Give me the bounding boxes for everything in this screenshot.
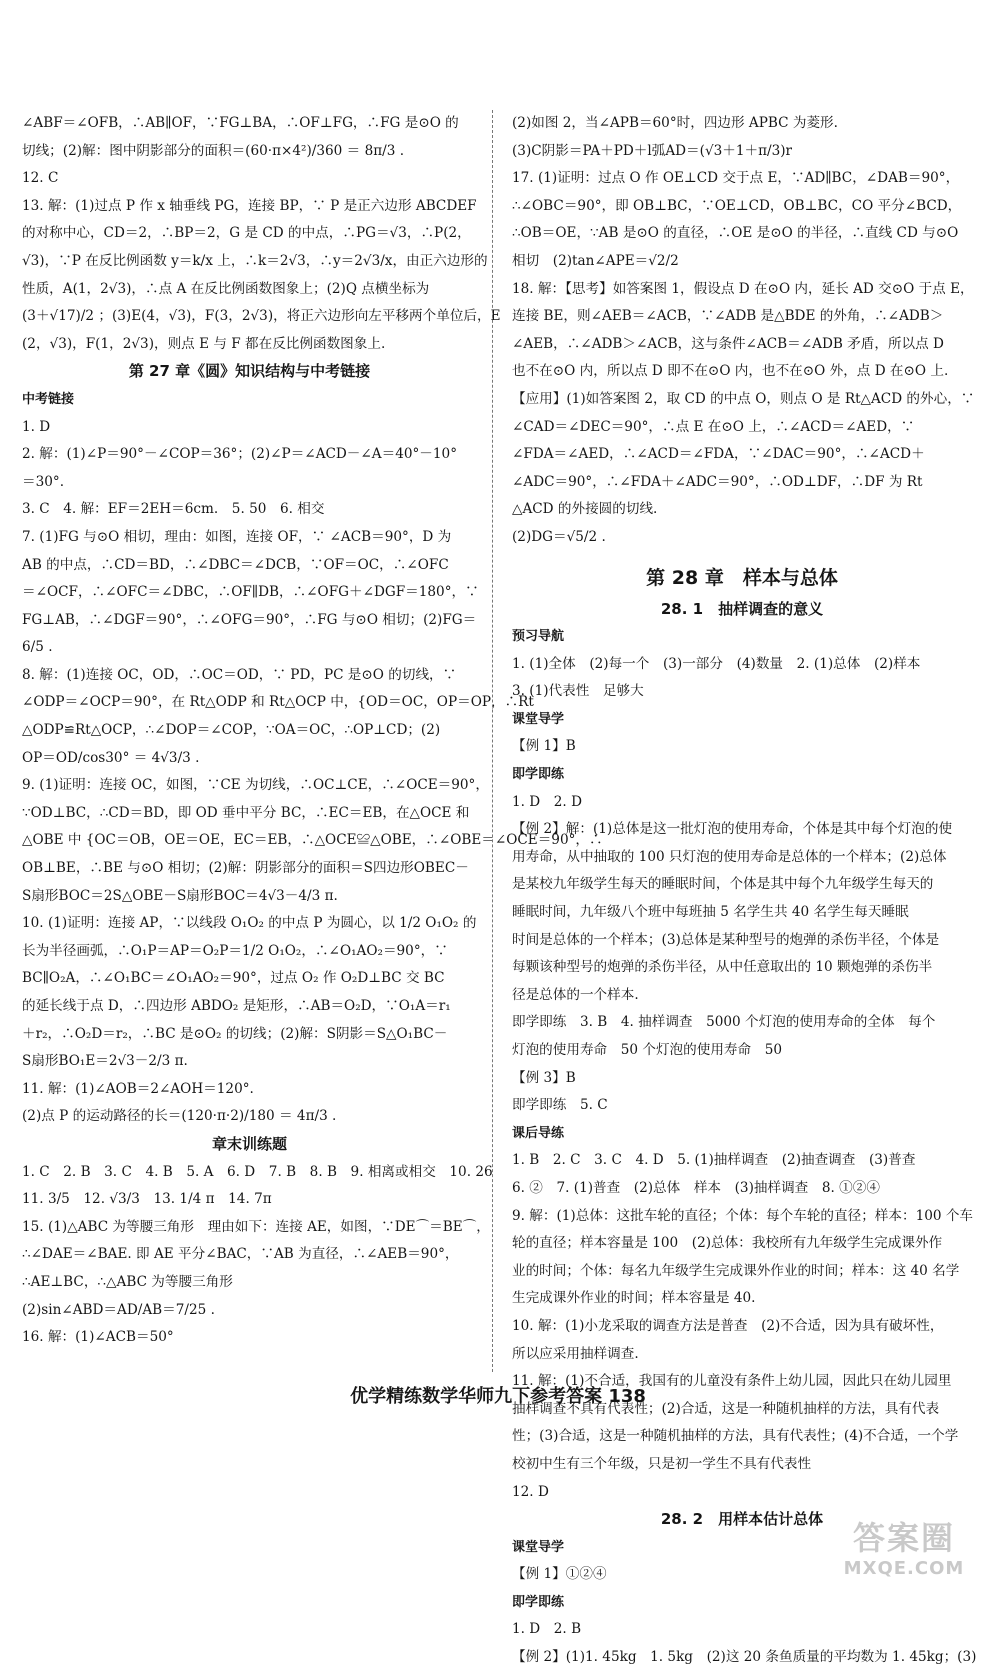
- text-line: 抽样调查不具有代表性；(2)合适，这是一种随机抽样的方法，具有代表: [512, 1400, 940, 1417]
- text-line: 径是总体的一个样本.: [512, 986, 639, 1003]
- text-line: 10. (1)证明：连接 AP，∵以线段 O₁O₂ 的中点 P 为圆心，以 1/2 O₁O₂ 的: [22, 915, 477, 932]
- text-line: 6. ② 7. (1)普查 (2)总体 样本 (3)抽样调查 8. ①②④: [512, 1179, 880, 1196]
- text-line: (3)C阴影＝PA＋PD＋l弧AD＝(√3＋1＋π/3)r: [512, 142, 793, 159]
- text-line: 2. 解：(1)∠P＝90°－∠COP＝36°；(2)∠P＝∠ACD－∠A＝40°－10°: [22, 446, 457, 463]
- text-line: 1. D 2. B: [512, 1621, 582, 1638]
- text-line: ＝30°.: [22, 473, 65, 490]
- subsection-label: 即学即练: [512, 1594, 565, 1610]
- text-line: FG⊥AB，∴∠DGF＝90°，∴∠OFG＝90°，∴FG 与⊙O 相切；(2)FG＝: [22, 611, 477, 628]
- text-line: 也不在⊙O 内，所以点 D 即不在⊙O 内，也不在⊙O 外，点 D 在⊙O 上.: [512, 363, 949, 380]
- text-line: 性；(3)合适，这是一种随机抽样的方法，具有代表性；(4)不合适，一个学: [512, 1428, 959, 1445]
- text-line: 3. (1)代表性 足够大: [512, 683, 644, 700]
- text-line: 用寿命，从中抽取的 100 只灯泡的使用寿命是总体的一个样本；(2)总体: [512, 848, 947, 865]
- text-line: 13. 解：(1)过点 P 作 x 轴垂线 PG，连接 BP，∵ P 是正六边形 ABCDEF: [22, 197, 477, 214]
- section-heading: 28. 1 抽样调查的意义: [660, 599, 824, 618]
- text-line: 性质，A(1，2√3)，∴点 A 在反比例函数图象上；(2)Q 点横坐标为: [22, 280, 430, 297]
- text-line: 生完成课外作业的时间；样本容量是 40.: [512, 1290, 756, 1307]
- text-line: (2，√3)，F(1，2√3)，则点 E 与 F 都在反比例函数图象上.: [22, 335, 386, 352]
- column-divider: [492, 110, 493, 1372]
- text-line: (2)如图 2，当∠APB＝60°时，四边形 APBC 为菱形.: [512, 115, 838, 131]
- subsection-label: 即学即练: [512, 767, 565, 783]
- text-line: 时间是总体的一个样本；(3)总体是某种型号的炮弹的杀伤半径，个体是: [512, 931, 940, 948]
- section-heading: 章末训练题: [211, 1134, 287, 1153]
- text-line: 的延长线于点 D，∴四边形 ABDO₂ 是矩形，∴AB＝O₂D，∵O₁A＝r₁: [22, 998, 451, 1014]
- section-heading: 28. 2 用样本估计总体: [660, 1510, 824, 1529]
- text-line: 【例 1】B: [512, 738, 576, 755]
- text-line: ∴∠OBC＝90°，即 OB⊥BC，∵OE⊥CD，OB⊥BC，CO 平分∠BCD，: [512, 197, 962, 214]
- text-line: 9. 解：(1)总体：这批车轮的直径；个体：每个车轮的直径；样本：100 个车: [512, 1207, 974, 1224]
- text-line: 17. (1)证明：过点 O 作 OE⊥CD 交于点 E，∵AD∥BC，∠DAB＝90°，: [512, 170, 960, 187]
- text-line: 的对称中心，CD＝2，∴BP＝2，G 是 CD 的中点，∴PG＝√3，∴P(2，: [22, 225, 471, 242]
- watermark-url: MXQE.COM: [843, 1558, 965, 1579]
- text-line: 所以应采用抽样调查.: [512, 1345, 639, 1362]
- text-line: 6/5 .: [22, 639, 53, 656]
- right-column: [512, 110, 977, 1672]
- text-line: 切线；(2)解：图中阴影部分的面积＝(60·π×4²)/360 ＝ 8π/3 .: [22, 142, 405, 159]
- subsection-label: 中考链接: [22, 391, 75, 407]
- subsection-label: 课堂导学: [512, 711, 565, 727]
- text-line: √3)，∵P 在反比例函数 y＝k/x 上，∴k＝2√3，∴y＝2√3/x，由正六边形的: [22, 252, 488, 269]
- text-line: 是某校九年级学生每天的睡眠时间，个体是其中每个九年级学生每天的: [512, 876, 934, 893]
- text-line: 11. 3/5 12. √3/3 13. 1/4 π 14. 7π: [22, 1191, 272, 1208]
- text-line: 1. B 2. C 3. C 4. D 5. (1)抽样调查 (2)抽查调查 (3)普查: [512, 1152, 916, 1169]
- subsection-label: 课堂导学: [512, 1539, 565, 1555]
- text-line: 15. (1)△ABC 为等腰三角形 理由如下：连接 AE，如图，∵DE⌒＝BE⌒，: [22, 1218, 490, 1235]
- text-line: △OBE 中 {OC＝OB，OE＝OE，EC＝EB，∴△OCE≌△OBE，∴∠OBE＝∠OCE＝90°，∴: [22, 832, 603, 849]
- text-line: 1. D 2. D: [512, 793, 582, 810]
- text-line: (2)点 P 的运动路径的长＝(120·π·2)/180 ＝ 4π/3 .: [22, 1108, 337, 1125]
- text-line: 即学即练 3. B 4. 抽样调查 5000 个灯泡的使用寿命的全体 每个: [512, 1014, 936, 1031]
- text-line: 12. D: [512, 1483, 549, 1500]
- text-line: 每颗该种型号的炮弹的杀伤半径，从中任意取出的 10 颗炮弹的杀伤半: [512, 959, 933, 976]
- text-line: 轮的直径；样本容量是 100 (2)总体：我校所有九年级学生完成课外作: [512, 1235, 943, 1252]
- text-line: 11. 解：(1)∠AOB＝2∠AOH＝120°.: [22, 1080, 254, 1097]
- text-line: 【例 1】①②④: [512, 1566, 607, 1583]
- text-line: AB 的中点，∴CD＝BD，∴∠DBC＝∠DCB，∵OF＝OC，∴∠OFC: [22, 556, 449, 573]
- text-line: 18. 解：【思考】如答案图 1，假设点 D 在⊙O 内，延长 AD 交⊙O 于点 E，: [512, 280, 974, 297]
- text-line: 10. 解：(1)小龙采取的调查方法是普查 (2)不合适，因为具有破坏性，: [512, 1317, 944, 1334]
- text-line: 灯泡的使用寿命 50 个灯泡的使用寿命 50: [512, 1042, 783, 1058]
- text-line: ＋r₂，∴O₂D＝r₂，∴BC 是⊙O₂ 的切线；(2)解：S阴影＝S△O₁BC－: [22, 1025, 448, 1042]
- text-line: 【应用】(1)如答案图 2，取 CD 的中点 O，则点 O 是 Rt△ACD 的外心，∵: [512, 390, 975, 407]
- text-line: (2)sin∠ABD＝AD/AB＝7/25 .: [22, 1301, 215, 1318]
- text-line: ∴∠DAE＝∠BAE. 即 AE 平分∠BAC，∵AB 为直径，∴∠AEB＝90°，: [22, 1246, 459, 1263]
- text-line: S扇形BO₁E＝2√3－2/3 π.: [22, 1053, 188, 1070]
- text-line: 16. 解：(1)∠ACB＝50°: [22, 1329, 174, 1346]
- text-line: ∠ADC＝90°，∴∠FDA＋∠ADC＝90°，∴OD⊥DF，∴DF 为 Rt: [512, 473, 923, 490]
- text-line: 9. (1)证明：连接 OC，如图，∵CE 为切线，∴OC⊥CE，∴∠OCE＝90°，: [22, 777, 489, 794]
- text-line: 业的时间；个体：每名九年级学生完成课外作业的时间；样本：这 40 名学: [512, 1262, 960, 1279]
- text-line: △ODP≌Rt△OCP，∴∠DOP＝∠COP，∵OA＝OC，∴OP⊥CD；(2): [22, 722, 441, 739]
- text-line: ＝∠OCF，∴∠OFC＝∠DBC，∴OF∥DB，∴∠OFG＋∠DGF＝180°，∵: [22, 584, 479, 601]
- text-line: (2)DG＝√5/2 .: [512, 528, 606, 545]
- text-line: 7. (1)FG 与⊙O 相切，理由：如图，连接 OF，∵ ∠ACB＝90°，D 为: [22, 528, 452, 545]
- text-line: ∠ABF＝∠OFB，∴AB∥OF，∵FG⊥BA，∴OF⊥FG，∴FG 是⊙O 的: [22, 115, 459, 131]
- text-line: OB⊥BE，∴BE 与⊙O 相切；(2)解：阴影部分的面积＝S四边形OBEC－: [22, 860, 469, 877]
- text-line: ∠FDA＝∠AED，∴∠ACD＝∠FDA，∵∠DAC＝90°，∴∠ACD＋: [512, 446, 925, 463]
- text-line: ∵OD⊥BC，∴CD＝BD，即 OD 垂中平分 BC，∴EC＝EB，在△OCE 和: [22, 804, 470, 821]
- text-line: ∠AEB，∴∠ADB＞∠ACB，这与条件∠ACB＝∠ADB 矛盾，所以点 D: [512, 335, 944, 352]
- section-heading: 第 27 章《圆》知识结构与中考链接: [128, 362, 371, 381]
- section-heading: 第 28 章 样本与总体: [646, 566, 838, 589]
- text-line: 相切 (2)tan∠APE＝√2/2: [512, 252, 679, 269]
- text-line: 长为半径画弧，∴O₁P＝AP＝O₂P＝1/2 O₁O₂，∴∠O₁AO₂＝90°，∵: [22, 942, 448, 959]
- subsection-label: 课后导练: [512, 1125, 565, 1141]
- text-line: 【例 3】B: [512, 1069, 576, 1086]
- text-line: S扇形BOC＝2S△OBE－S扇形BOC＝4√3－4/3 π.: [22, 887, 338, 904]
- text-line: 8. 解：(1)连接 OC，OD，∴OC＝OD，∵ PD，PC 是⊙O 的切线，∵: [22, 666, 457, 683]
- text-line: △ACD 的外接圆的切线.: [512, 501, 658, 518]
- text-line: 1. D: [22, 418, 51, 435]
- text-line: ∴OB＝OE，∵AB 是⊙O 的直径，∴OE 是⊙O 的半径，∴直线 CD 与⊙O: [512, 225, 959, 242]
- text-line: ∴AE⊥BC，∴△ABC 为等腰三角形: [22, 1273, 233, 1290]
- text-line: 连接 BE，则∠AEB＝∠ACB，∵∠ADB 是△BDE 的外角，∴∠ADB＞: [512, 308, 944, 325]
- text-line: OP＝OD/cos30° ＝ 4√3/3 .: [22, 749, 200, 766]
- text-line: (3＋√17)/2 ；(3)E(4，√3)，F(3，2√3)，将正六边形向左平移两个单位后，E: [22, 308, 501, 325]
- page-footer: 优学精练数学华师九下参考答案 138: [350, 1386, 646, 1407]
- text-line: 【例 2】解：(1)总体是这一批灯泡的使用寿命，个体是其中每个灯泡的使: [512, 821, 953, 838]
- text-line: 1. C 2. B 3. C 4. B 5. A 6. D 7. B 8. B 9. 相离或相交 10. 26: [22, 1163, 493, 1180]
- text-line: 即学即练 5. C: [512, 1097, 608, 1114]
- text-line: 【例 2】(1)1. 45kg 1. 5kg (2)这 20 条鱼质量的平均数为 1. 45kg；(3): [512, 1649, 977, 1666]
- text-line: 11. 解：(1)不合适，我国有的儿童没有条件上幼儿园，因此只在幼儿园里: [512, 1373, 952, 1390]
- text-line: 睡眠时间，九年级八个班中每班抽 5 名学生共 40 名学生每天睡眠: [512, 904, 909, 921]
- text-line: 12. C: [22, 170, 59, 187]
- watermark-logo: [834, 1518, 974, 1588]
- text-line: BC∥O₂A，∴∠O₁BC＝∠O₁AO₂＝90°，过点 O₂ 作 O₂D⊥BC 交 BC: [22, 970, 445, 987]
- text-line: 1. (1)全体 (2)每一个 (3)一部分 (4)数量 2. (1)总体 (2)样本: [512, 655, 921, 672]
- text-line: 校初中生有三个年级，只是初一学生不具有代表性: [512, 1455, 812, 1472]
- text-line: ∠CAD＝∠DEC＝90°，∴点 E 在⊙O 上，∴∠ACD＝∠AED，∵: [512, 418, 915, 435]
- text-line: 3. C 4. 解：EF＝2EH＝6cm. 5. 50 6. 相交: [22, 501, 325, 518]
- text-line: ∠ODP＝∠OCP＝90°，在 Rt△ODP 和 Rt△OCP 中，{OD＝OC，OP＝OP，∴Rt: [22, 694, 534, 711]
- watermark-text: 答案圈: [852, 1519, 955, 1557]
- subsection-label: 预习导航: [512, 629, 565, 645]
